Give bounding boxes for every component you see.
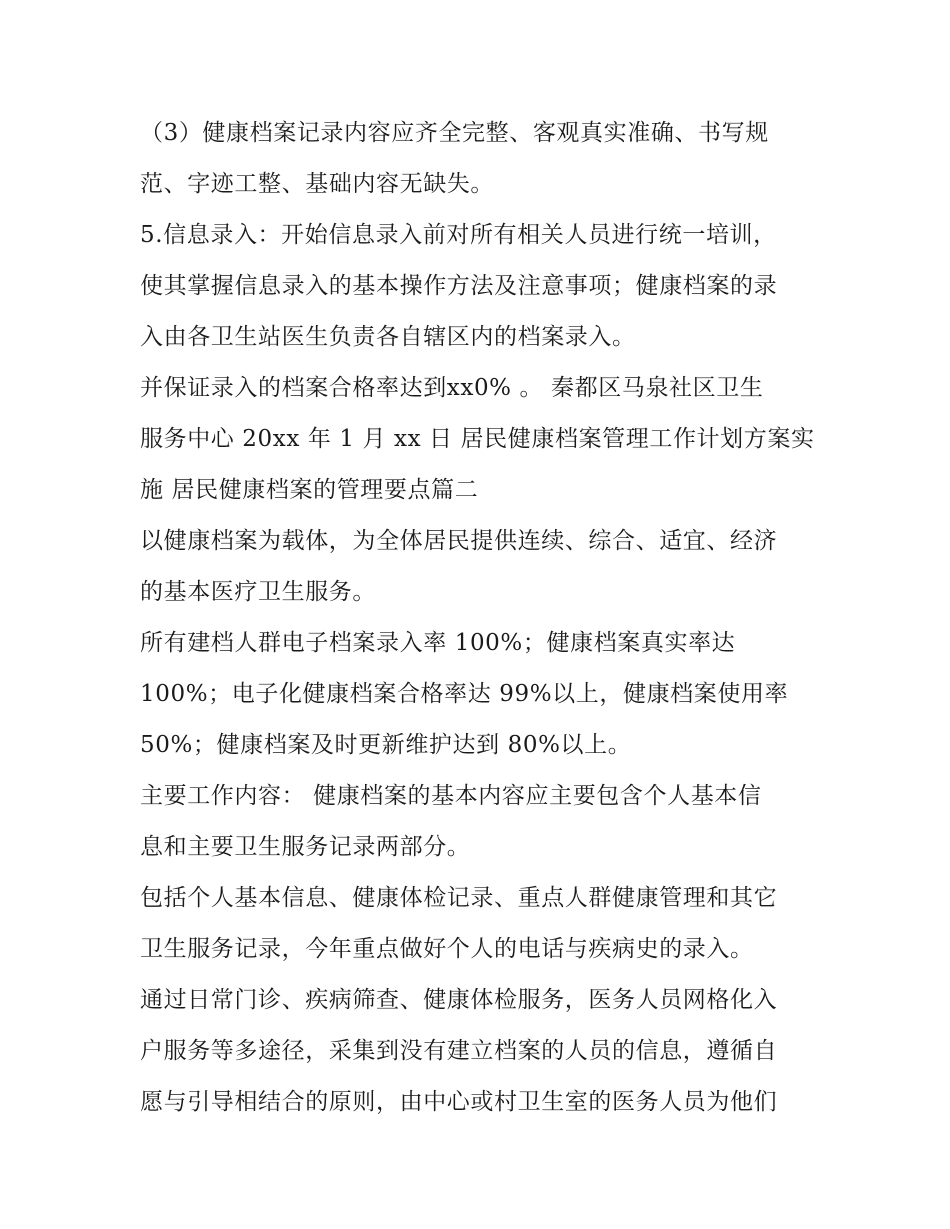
text-line: 范、字迹工整、基础内容无缺失。 [140,171,494,197]
text-line: 包括个人基本信息、健康体检记录、重点人群健康管理和其它 [140,885,778,911]
text-line: 100%；电子化健康档案合格率达 99%以上，健康档案使用率 [140,681,789,707]
text-line: 主要工作内容： 健康档案的基本内容应主要包含个人基本信 [140,783,762,809]
text-line: 息和主要卫生服务记录两部分。 [140,834,471,860]
text-line: 愿与引导相结合的原则，由中心或村卫生室的医务人员为他们 [140,1089,778,1115]
text-line: 服务中心 20xx 年 1 月 xx 日 居民健康档案管理工作计划方案实 [140,426,815,452]
text-line: 所有建档人群电子档案录入率 100%；健康档案真实率达 [140,630,736,656]
text-line: 施 居民健康档案的管理要点篇二 [140,477,479,503]
text-line: 使其掌握信息录入的基本操作方法及注意事项；健康档案的录 [140,273,778,299]
text-line: 卫生服务记录，今年重点做好个人的电话与疾病史的录入。 [140,936,754,962]
text-line: 50%；健康档案及时更新维护达到 80%以上。 [140,732,632,758]
text-line: 5.信息录入：开始信息录入前对所有相关人员进行统一培训， [140,222,777,248]
document-body [140,108,820,1128]
text-line: 的基本医疗卫生服务。 [140,579,376,605]
text-line: 户服务等多途径，采集到没有建立档案的人员的信息，遵循自 [140,1038,778,1064]
text-line: 入由各卫生站医生负责各自辖区内的档案录入。 [140,324,636,350]
text-line: 并保证录入的档案合格率达到xx0% 。 秦都区马泉社区卫生 [140,375,764,401]
text-line: （3）健康档案记录内容应齐全完整、客观真实准确、书写规 [140,120,769,146]
text-line: 通过日常门诊、疾病筛查、健康体检服务，医务人员网格化入 [140,987,778,1013]
text-line: 以健康档案为载体，为全体居民提供连续、综合、适宜、经济 [140,528,778,554]
